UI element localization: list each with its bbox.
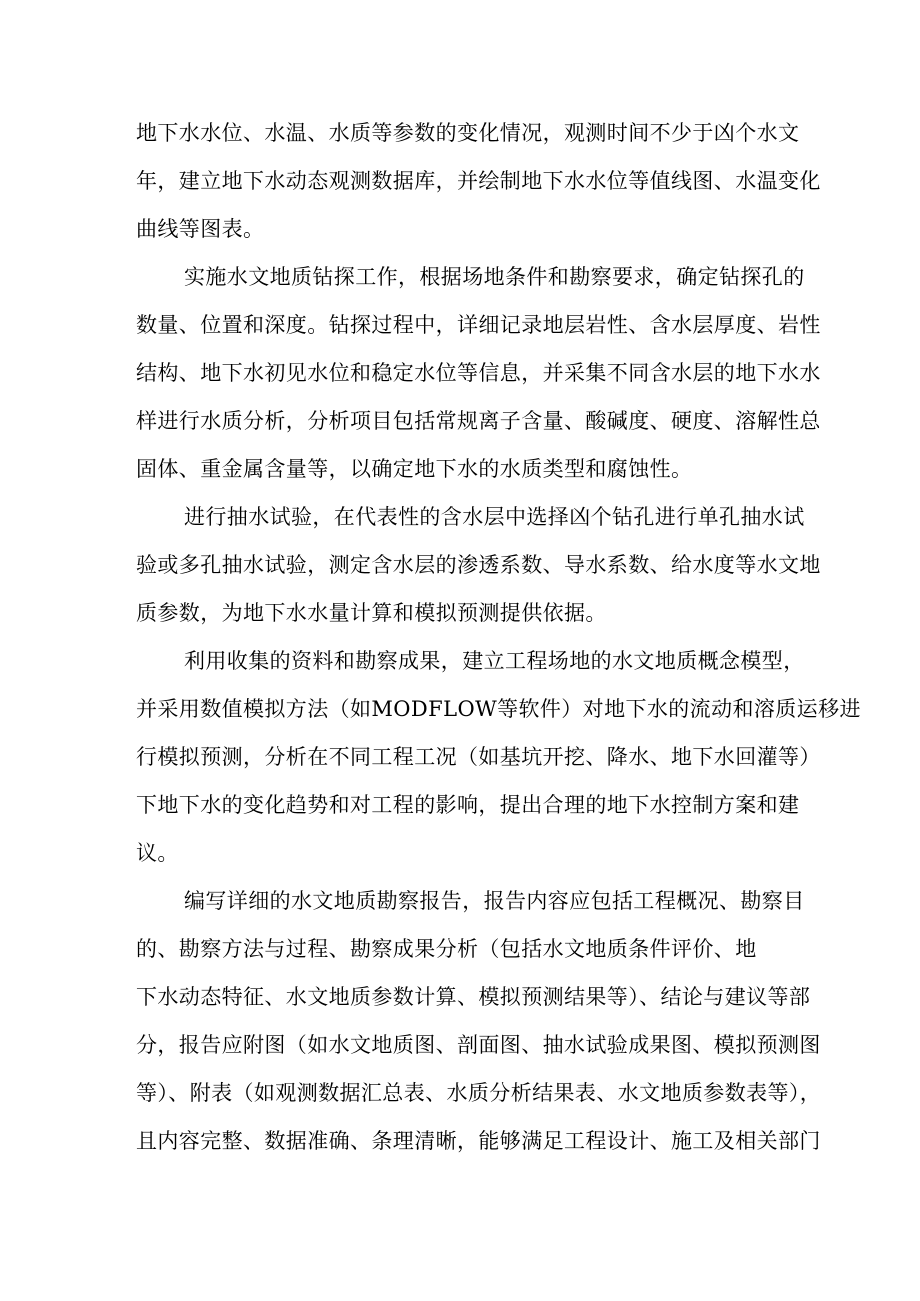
text-line-6: 结构、地下水初见水位和稳定水位等信息，并采集不同含水层的地下水水 — [136, 361, 821, 385]
text-line-16: 议。 — [136, 841, 179, 865]
text-line-3: 曲线等图表。 — [136, 217, 265, 241]
text-line-19: 下水动态特征、水文地质参数计算、模拟预测结果等）、结论与建议等部 — [136, 985, 811, 1009]
text-line-11: 质参数，为地下水水量计算和模拟预测提供依据。 — [136, 601, 607, 625]
text-line-5: 数量、位置和深度。钻探过程中，详细记录地层岩性、含水层厚度、岩性 — [136, 313, 821, 337]
text-line-17: 编写详细的水文地质勘察报告，报告内容应包括工程概况、勘察目 — [184, 889, 805, 913]
text-line-15: 下地下水的变化趋势和对工程的影响，提出合理的地下水控制方案和建 — [136, 793, 800, 817]
text-line-2: 年，建立地下水动态观测数据库，并绘制地下水水位等值线图、水温变化 — [136, 169, 821, 193]
text-line-22: 且内容完整、数据准确、条理清晰，能够满足工程设计、施工及相关部门 — [136, 1129, 821, 1153]
text-line-18: 的、勘察方法与过程、勘察成果分析（包括水文地质条件评价、地 — [136, 937, 757, 961]
text-line-1: 地下水水位、水温、水质等参数的变化情况，观测时间不少于凶个水文 — [136, 121, 800, 145]
text-line-4: 实施水文地质钻探工作，根据场地条件和勘察要求，确定钻探孔的 — [184, 265, 805, 289]
text-line-10: 验或多孔抽水试验，测定含水层的渗透系数、导水系数、给水度等水文地 — [136, 553, 821, 577]
text-line-13: 并采用数值模拟方法（如MODFLOW等软件）对地下水的流动和溶质运移进 — [136, 697, 861, 721]
text-line-9: 进行抽水试验，在代表性的含水层中选择凶个钻孔进行单孔抽水试 — [184, 505, 805, 529]
text-line-21: 等）、附表（如观测数据汇总表、水质分析结果表、水文地质参数表等）， — [136, 1081, 822, 1105]
text-line-14: 行模拟预测，分析在不同工程工况（如基坑开挖、降水、地下水回灌等） — [136, 745, 821, 769]
text-line-20: 分，报告应附图（如水文地质图、剖面图、抽水试验成果图、模拟预测图 — [136, 1033, 821, 1057]
text-line-12: 利用收集的资料和勘察成果，建立工程场地的水文地质概念模型， — [184, 649, 805, 673]
text-line-7: 样进行水质分析，分析项目包括常规离子含量、酸碱度、硬度、溶解性总 — [136, 409, 821, 433]
text-line-8: 固体、重金属含量等，以确定地下水的水质类型和腐蚀性。 — [136, 457, 693, 481]
